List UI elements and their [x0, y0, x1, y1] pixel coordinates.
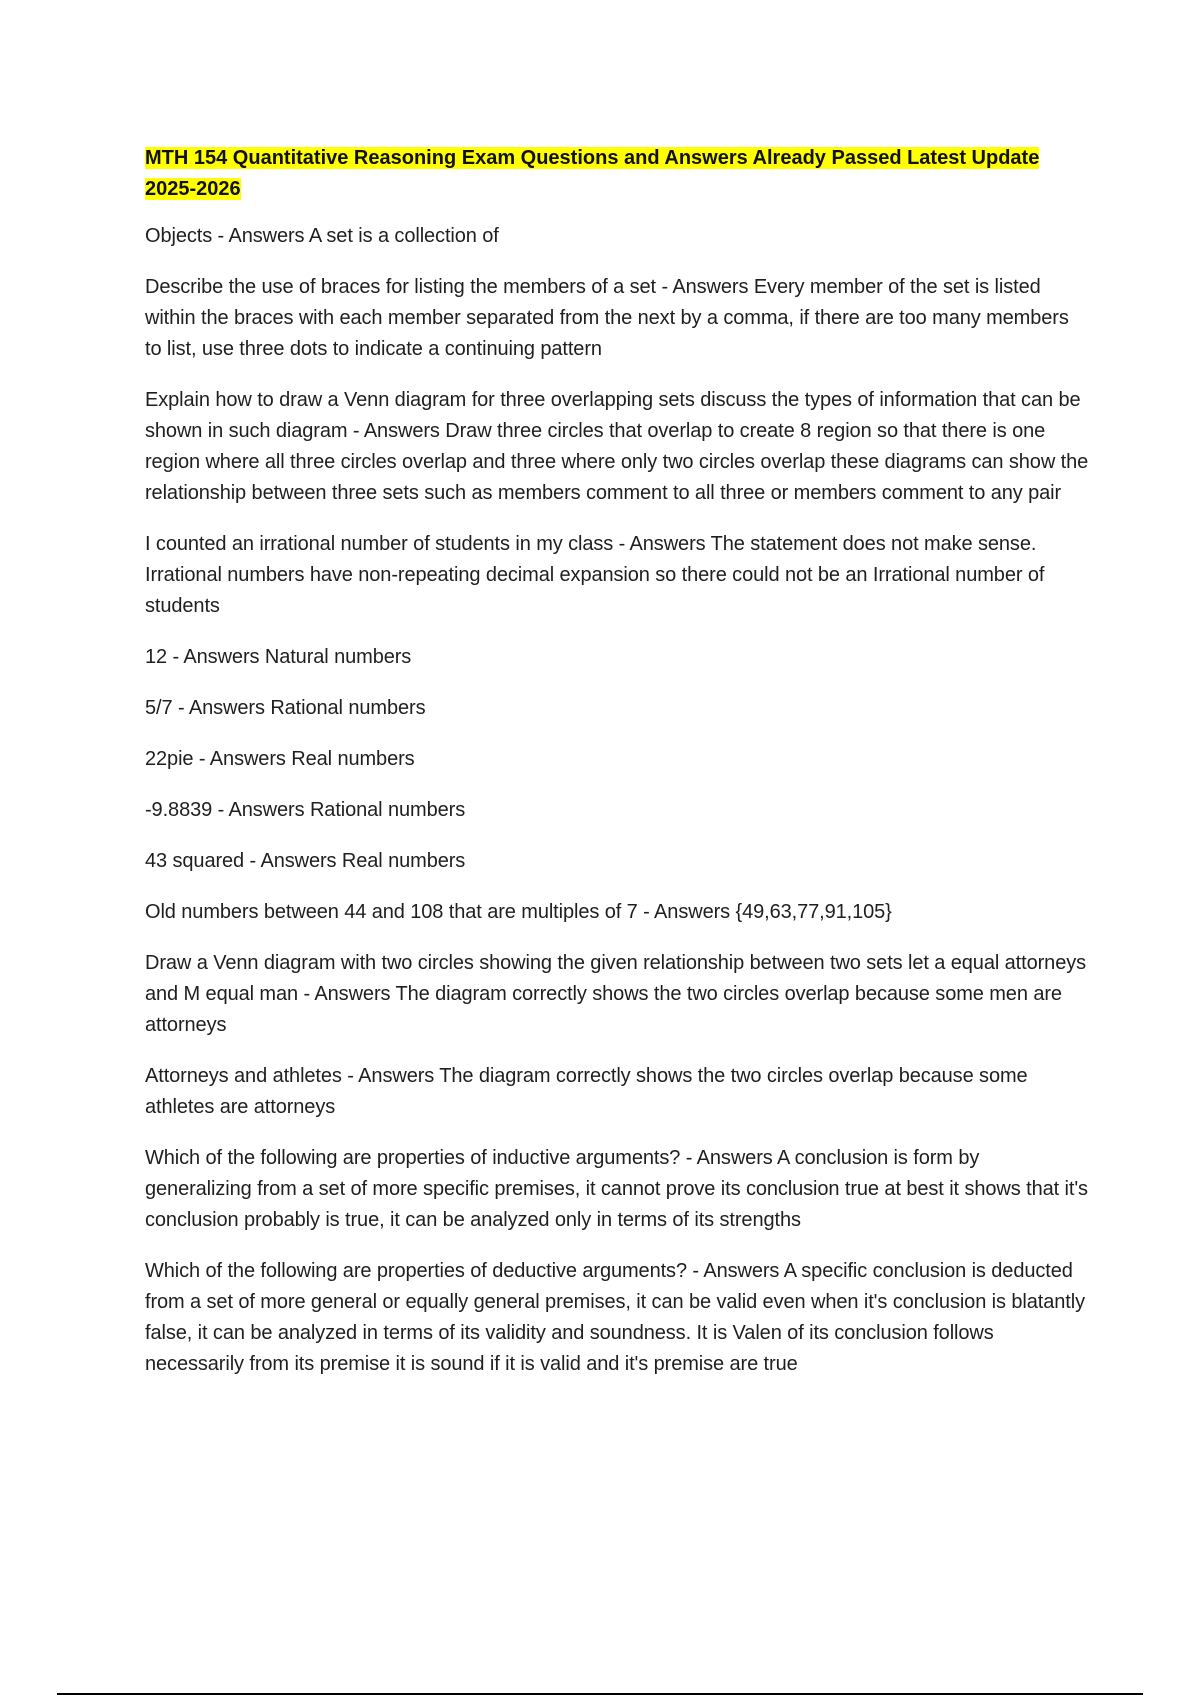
qa-item-11: Draw a Venn diagram with two circles showing the given relationship between two sets let a equal attorneys and M equal man - Answers The diagram correctly shows the two circles overlap because some men are attorneys: [145, 952, 1087, 1036]
document-title: [145, 143, 1090, 205]
qa-item-13: Which of the following are properties of inductive arguments? - Answers A conclusion is form by generalizing from a set of more specific premises, it cannot prove its conclusion true at best it shows that it's conclusion probably is true, it can be analyzed only in terms of its strengths: [145, 1147, 1088, 1231]
qa-item-6: 5/7 - Answers Rational numbers: [145, 697, 426, 719]
qa-item-1: Objects - Answers A set is a collection of: [145, 225, 499, 247]
qa-item-5: 12 - Answers Natural numbers: [145, 646, 412, 668]
qa-item-12: Attorneys and athletes - Answers The diagram correctly shows the two circles overlap because some athletes are attorneys: [145, 1065, 1028, 1118]
title-highlight: MTH 154 Quantitative Reasoning Exam Questions and Answers Already Passed Latest Update 2025-2026: [145, 147, 1040, 200]
qa-item-2: Describe the use of braces for listing the members of a set - Answers Every member of the set is listed within the braces with each member separated from the next by a comma, if there are too many members to list, use three dots to indicate a continuing pattern: [145, 276, 1069, 360]
footer-divider: [57, 1693, 1143, 1695]
qa-item-3: Explain how to draw a Venn diagram for three overlapping sets discuss the types of information that can be shown in such diagram - Answers Draw three circles that overlap to create 8 region so that there is one region where all three circles overlap and three where only two circles overlap these diagrams can show the relationship between three sets such as members comment to all three or members comment to any pair: [145, 389, 1089, 504]
qa-item-7: 22pie - Answers Real numbers: [145, 748, 415, 770]
qa-item-8: -9.8839 - Answers Rational numbers: [145, 799, 466, 821]
qa-item-14: Which of the following are properties of deductive arguments? - Answers A specific conclusion is deducted from a set of more general or equally general premises, it can be valid even when it's conclusion is blatantly false, it can be analyzed in terms of its validity and soundness. It is Valen of its conclusion follows necessarily from its premise it is sound if it is valid and it's premise are true: [145, 1260, 1085, 1375]
qa-list: [145, 221, 1090, 1380]
qa-item-4: I counted an irrational number of students in my class - Answers The statement does not make sense. Irrational numbers have non-repeating decimal expansion so there could not be an Irrational number of students: [145, 533, 1045, 617]
qa-item-10: Old numbers between 44 and 108 that are multiples of 7 - Answers {49,63,77,91,105}: [145, 901, 892, 923]
qa-item-9: 43 squared - Answers Real numbers: [145, 850, 466, 872]
document-page: [145, 143, 1090, 1400]
